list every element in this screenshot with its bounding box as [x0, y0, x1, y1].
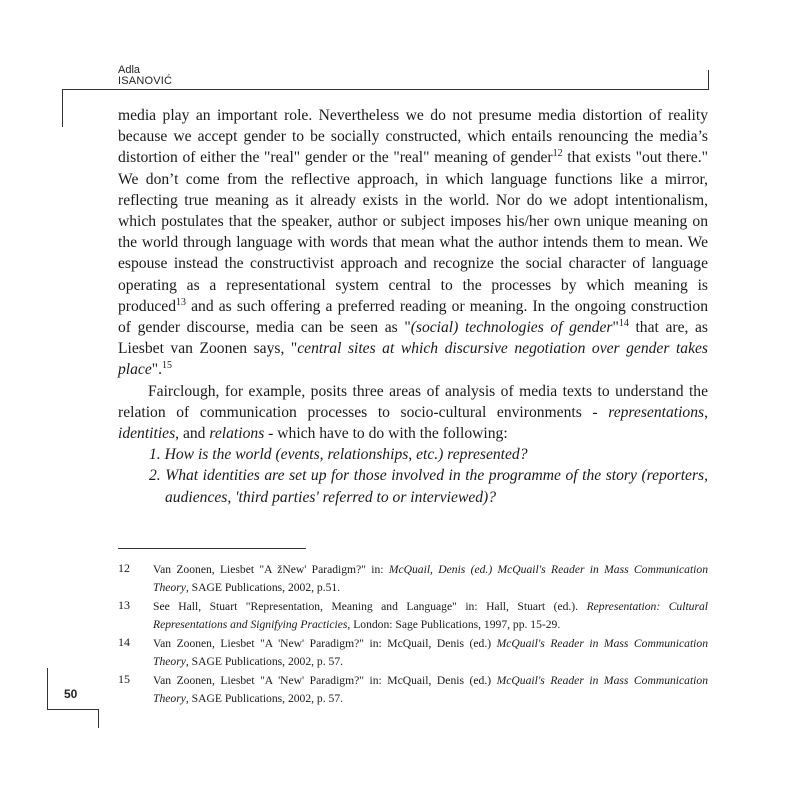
header-rule-right-tick — [708, 70, 709, 90]
page-number: 50 — [64, 687, 78, 701]
list-item: 2. What identities are set up for those involved in the programme of the story (reporters, audiences, 'third parties' referred to or interviewed)? — [149, 467, 708, 506]
footnote-number: 13 — [118, 598, 130, 612]
footer-rule-right-tick — [98, 709, 99, 728]
footnote-15: 15 Van Zoonen, Liesbet "A 'New' Paradigm?" in: McQuail, Denis (ed.) McQuail's Reader in Mass Communication Theory, SAGE Publications, 2002, p. 57. — [118, 672, 708, 705]
footnote-separator — [118, 548, 306, 549]
paragraph-1: media play an important role. Nevertheless we do not presume media distortion of reality because we accept gender to be socially constructed, which entails renouncing the media’s distortion of either the "real" gender or the "real" meaning of gender$^{12}$ that exists "out there." We don’t come from the reflective approach, in which language functions like a mirror, reflecting true meaning as it already exists in the world. Nor do we adopt intentionalism, which postulates that the speaker, author or subject imposes his/her own unique meaning on the world through language with words that mean what the author intends them to mean. We espouse instead the constructivist approach and recognize the social character of language operating as a representational system central to the processes by which meaning is produced$^{13}$ and as such offering a preferred reading or meaning. In the ongoing construction of gender discourse, media can be seen as "(social) technologies of gender"$^{14}$ that are, as Liesbet van Zoonen says, "central sites at which discursive negotiation over gender takes place".$^{15}$ — [118, 107, 708, 379]
header-rule — [62, 89, 709, 90]
body-text — [118, 105, 708, 508]
footer-rule-left — [47, 668, 48, 710]
list-item: 1. How is the world (events, relationships, etc.) represented? — [149, 446, 528, 464]
footnote-ref-12: 12 — [552, 148, 563, 160]
header-author-first-name: Adla — [118, 64, 141, 76]
footnotes — [118, 561, 708, 709]
footnote-ref-14: 14 — [618, 318, 629, 330]
footnote-12: 12 Van Zoonen, Liesbet "A žNew' Paradigm?" in: McQuail, Denis (ed.) McQuail's Reader in Mass Communication Theory, SAGE Publications, 2002, p.51. — [118, 561, 709, 594]
header-author-surname: ISANOVIĆ — [118, 75, 173, 87]
footnote-ref-13: 13 — [176, 296, 187, 308]
footnote-number: 14 — [118, 635, 130, 649]
footer-rule — [47, 709, 99, 710]
footnote-14: 14 Van Zoonen, Liesbet "A 'New' Paradigm?" in: McQuail, Denis (ed.) McQuail's Reader in Mass Communication Theory, SAGE Publications, 2002, p. 57. — [118, 635, 708, 668]
footnote-ref-15: 15 — [162, 360, 173, 372]
footnote-13: 13 See Hall, Stuart "Representation, Meaning and Language" in: Hall, Stuart (ed.). Representation: Cultural Representations and Signifying Practicies, London: Sage Publications, 1997, pp. 15-29. — [118, 598, 708, 631]
paragraph-2: Fairclough, for example, posits three areas of analysis of media texts to understand the relation of communication processes to socio-cultural environments - representations, identities, and relations - which have to do with the following: — [118, 382, 708, 443]
footnote-number: 12 — [118, 561, 130, 575]
header-rule-left-tick — [62, 89, 63, 127]
footnote-number: 15 — [118, 672, 130, 686]
